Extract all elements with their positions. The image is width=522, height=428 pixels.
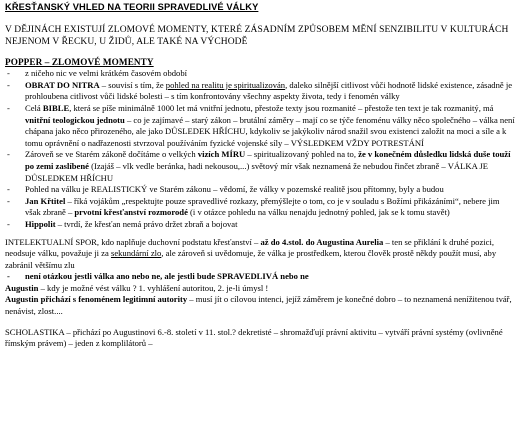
bullet-item — [5, 80, 517, 103]
intro-paragraph: V DĚJINÁCH EXISTUJÍ ZLOMOVÉ MOMENTY, KTERÉ ZÁSADNÍM ZPŮSOBEM MĚNÍ SENZIBILITU V KULTURÁCH NEJENOM V ŘECKU, U ŽIDŮ, ALE TAKÉ NA VÝCHODĚ — [5, 24, 509, 47]
augustin-conditions — [5, 283, 517, 295]
bullet-text: – říká vojákům „respektujte pouze spravedlivé rozkazy, přemýšlejte o tom, co je v souladu s Božími přikázáními“, nebere jim však zbraně – — [25, 195, 500, 218]
bullet-text: , daleko silnější citlivost vůči hodnotě lidské existence, zásadně je prohloubena citlivost vůči lidské bolesti – s tím konfrontovány všechny aspekty života, tedy i fenomén války — [25, 79, 513, 102]
bullet-text: (i v otázce pohledu na válku nenajdu jednotný pohled, jak se k tomu stavět) — [187, 207, 450, 218]
bullet-term: BIBLE — [42, 102, 70, 113]
bullet-term: vnitřní teologickou jednotu — [25, 114, 125, 125]
bullet-text: – spiritualizovaný pohled na to, — [245, 149, 359, 160]
bullet-text: – co je zajímavé – starý zákon – brutální záměry – mají co se týče fenoménu války něco společného – válka není chápana jako něco přirozeného, ale jako DŮSLEDEK HŘÍCHU, kdykoliv se jakýkoliv národ snažil svou existenci založit na moci a síle a k tomu oprávnění o nadřazenosti stvrzoval používáním fyzické vojenské síly – VÝSLEDKEM VŽDY POTRESTÁNÍ — [25, 114, 515, 148]
spravedliva-statement: - není otázkou jestli válka ano nebo ne, ale jestli bude SPRAVEDLIVÁ nebo ne — [5, 271, 517, 283]
bullet-text: z ničeho nic ve velmi krátkém časovém období — [25, 68, 188, 79]
bullet-text: Pohled na válku je REALISTICKÝ ve Starém zákonu – vědomí, že války v pozemské realitě jsou přítomny, byly a budou — [25, 184, 444, 195]
bullet-underlined-text: pohled na realitu je spiritualizován — [165, 79, 286, 90]
bullet-item — [5, 149, 517, 184]
paragraph-text: – přichází po Augustinovi 6.-8. století v 11. stol.? dekretisté – shromažďují právní aktivitu – vytváří právní systémy (ovlivněné římským právem) – jeden z komplilátorů – — [5, 326, 503, 349]
bullet-item — [5, 219, 517, 231]
bullet-text: (Izajáš – vlk vedle beránka, hadi nekousou,...) světový mír však neznamená že nebudou řinčet zbraně – VÁLKA JE DŮSLEDKEM HŘÍCHU — [25, 160, 489, 183]
popper-bullet-list — [5, 68, 517, 230]
paragraph-text: – kdy je možné vést válku ? 1. vyhlášení autoritou, 2. je-li úmysl ! — [38, 282, 269, 293]
augustin-authority — [5, 294, 517, 317]
paragraph-underlined-text: sekundární zlo — [110, 248, 162, 259]
paragraph-text: INTELEKTUALNÍ SPOR, kdo naplňuje duchovní podstatu křesťanství – — [5, 236, 261, 247]
bullet-item — [5, 103, 517, 149]
paragraph-term: Augustin — [5, 282, 39, 293]
bullet-term: vizích MÍRU — [197, 149, 246, 160]
bullet-text: Celá — [25, 102, 43, 113]
bullet-text: – tvrdí, že křesťan nemá právo držet zbraň a bojovat — [55, 218, 238, 229]
bullet-item — [5, 68, 517, 80]
intel-paragraph — [5, 237, 517, 272]
bullet-item — [5, 196, 517, 219]
paragraph-text: – musí jít o cílovou intenci, jejíž záměrem je konečné dobro – to neznamená nenížitenou tvář, nenávist, zlost.... — [5, 294, 512, 317]
paragraph-term: Augustin přichází s fenoménem legitimní autority — [5, 294, 188, 305]
bullet-text: , která se píše minimálně 1000 let má vnitřní jednotu, přestože texty jsou rozmanité – přestože ten text je tak rozmanitý, má — [69, 102, 494, 113]
bullet-item — [5, 184, 517, 196]
paragraph-text: , ale zároveň si uvědomuje, že válka je prostředkem, kterou člověk prostě někdy použít musí, aby zabránil většímu zlu — [5, 248, 497, 270]
paragraph-term: až do 4.stol. do Augustina Aurelia — [260, 236, 384, 247]
bullet-term: že v konečném důsledku lidská duše touží po zemi zaslíbené — [25, 149, 511, 171]
paragraph-text: SCHOLASTIKA — [5, 326, 65, 337]
popper-heading: POPPER – ZLOMOVÉ MOMENTY — [5, 56, 154, 67]
bullet-text: – souvisí s tím, že — [99, 79, 166, 90]
bullet-term: prvotní křesťanství rozmorodé — [74, 207, 188, 218]
bullet-term: Hippolit — [25, 218, 56, 229]
document-title: KŘESŤANSKÝ VHLED NA TEORII SPRAVEDLIVÉ VÁLKY — [5, 2, 259, 12]
bullet-term: OBRAT DO NITRA — [25, 79, 100, 90]
bullet-term: Jan Křtitel — [25, 195, 66, 206]
paragraph-text: – ten se přiklání k druhé pozici, neodsuje válku, považuje ji za — [5, 236, 495, 259]
scholastika-paragraph — [5, 327, 517, 350]
bullet-text: Zároveň se ve Starém zákoně dočítáme o velkých — [25, 149, 198, 160]
